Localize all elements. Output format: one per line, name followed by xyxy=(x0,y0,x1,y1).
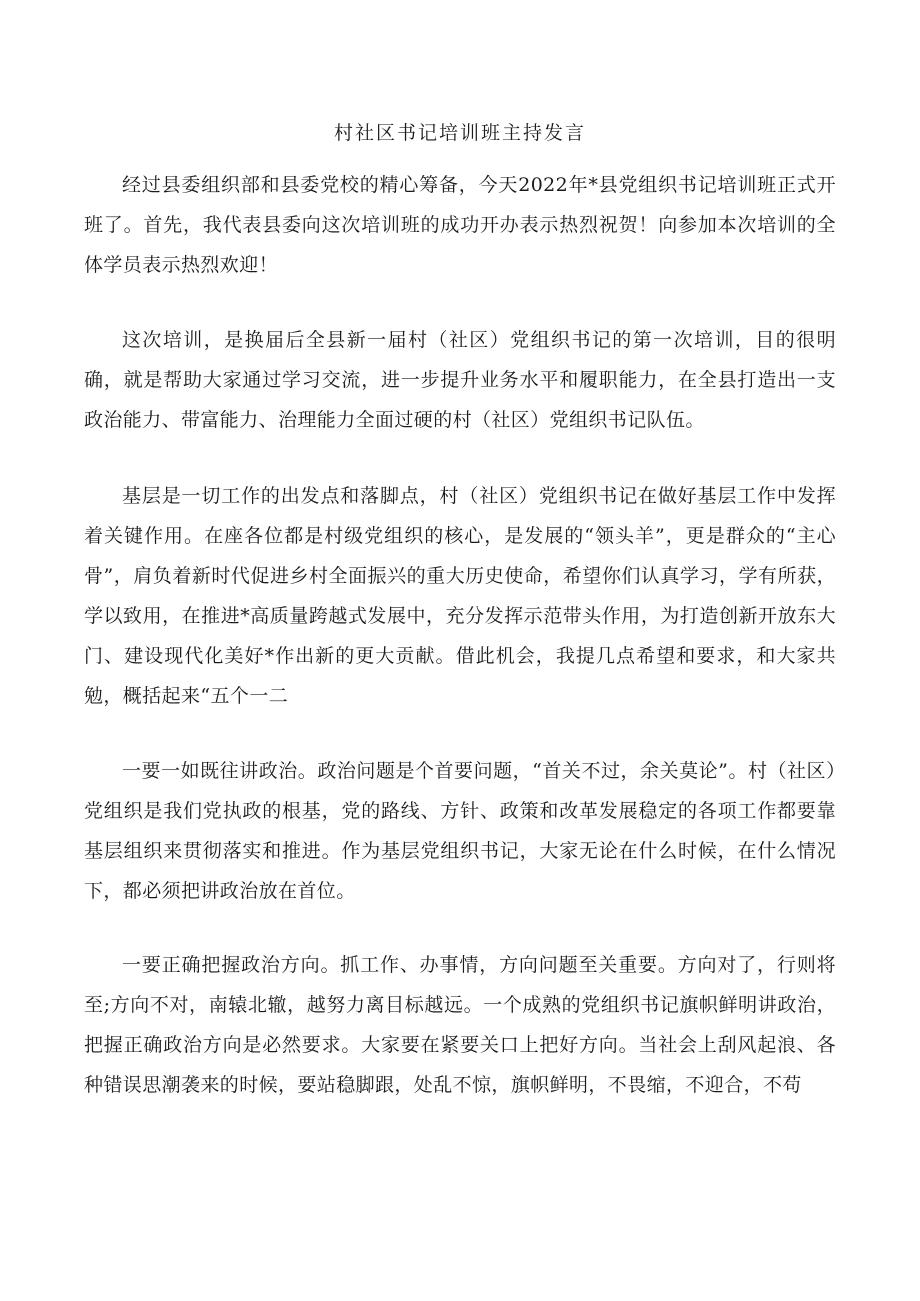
paragraph-political-direction: 一要正确把握政治方向。抓工作、办事情，方向问题至关重要。方向对了，行则将至;方向不对，南辕北辙，越努力离目标越远。一个成熟的党组织书记旗帜鲜明讲政治，把握正确政治方向是必然要求。大家要在紧要关口上把好方向。当社会上刮风起浪、各种错误思潮袭来的时候，要站稳脚跟，处乱不惊，旗帜鲜明，不畏缩，不迎合，不苟 xyxy=(84,954,836,1096)
document-title: 村社区书记培训班主持发言 xyxy=(333,122,586,144)
paragraph-grassroots-role: 基层是一切工作的出发点和落脚点，村（社区）党组织书记在做好基层工作中发挥着关键作用。在座各位都是村级党组织的核心，是发展的“领头羊”，更是群众的“主心骨”，肩负着新时代促进乡村全面振兴的重大历史使命，希望你们认真学习，学有所获，学以致用，在推进*高质量跨越式发展中，充分发挥示范带头作用，为打造创新开放东大门、建设现代化美好*作出新的更大贡献。借此机会，我提几点希望和要求，和大家共勉，概括起来“五个一二 xyxy=(84,485,836,707)
paragraph-politics-first: 一要一如既往讲政治。政治问题是个首要问题，“首关不过，余关莫论”。村（社区）党组织是我们党执政的根基，党的路线、方针、政策和改革发展稳定的各项工作都要靠基层组织来贯彻落实和推进。作为基层党组织书记，大家无论在什么时候，在什么情况下，都必须把讲政治放在首位。 xyxy=(84,760,836,902)
paragraph-opening: 经过县委组织部和县委党校的精心筹备，今天2022年*县党组织书记培训班正式开班了。首先，我代表县委向这次培训班的成功开办表示热烈祝贺！向参加本次培训的全体学员表示热烈欢迎！ xyxy=(84,174,836,276)
paragraph-training-purpose: 这次培训，是换届后全县新一届村（社区）党组织书记的第一次培训，目的很明确，就是帮助大家通过学习交流，进一步提升业务水平和履职能力，在全县打造出一支政治能力、带富能力、治理能力全面过硬的村（社区）党组织书记队伍。 xyxy=(84,329,836,431)
